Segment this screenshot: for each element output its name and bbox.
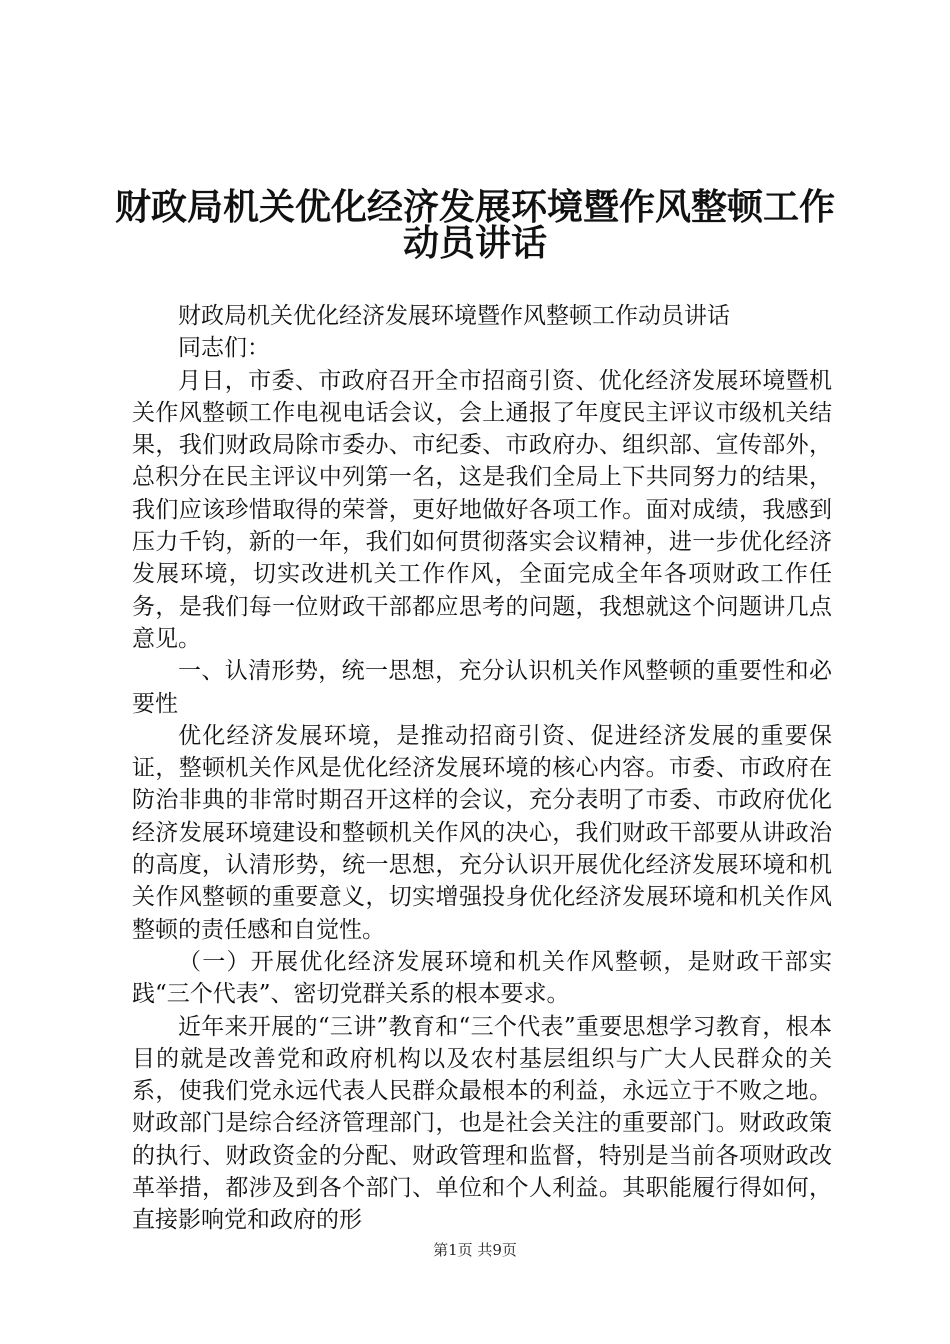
document-title-line-1: 财政局机关优化经济发展环境暨作风整顿工作 — [114, 187, 835, 228]
section-heading: 一、认清形势，统一思想，充分认识机关作风整顿的重要性和必要性 — [132, 658, 832, 717]
page-footer — [0, 1243, 950, 1258]
body-paragraph: 月日，市委、市政府召开全市招商引资、优化经济发展环境暨机关作风整顿工作电视电话会议，会上通报了年度民主评议市级机关结果，我们财政局除市委办、市纪委、市政府办、组织部、宣传部外，总积分在民主评议中列第一名，这是我们全局上下共同努力的结果，我们应该珍惜取得的荣誉，更好地做好各项工作。面对成绩，我感到压力千钧，新的一年，我们如何贯彻落实会议精神，进一步优化经济发展环境，切实改进机关工作作风，全面完成全年各项财政工作任务，是我们每一位财政干部都应思考的问题，我想就这个问题讲几点意见。 — [132, 367, 832, 652]
salutation-paragraph: 同志们： — [178, 335, 270, 362]
document-title-line-2: 动员讲话 — [402, 223, 547, 264]
subtitle-paragraph: 财政局机关优化经济发展环境暨作风整顿工作动员讲话 — [178, 303, 730, 329]
page-number-label: 第1页 共9页 — [433, 1241, 517, 1259]
body-paragraph: 优化经济发展环境，是推动招商引资、促进经济发展的重要保证，整顿机关作风是优化经济发展环境的核心内容。市委、市政府在防治非典的非常时期召开这样的会议，充分表明了市委、市政府优化经济发展环境建设和整顿机关作风的决心，我们财政干部要从讲政治的高度，认清形势，统一思想，充分认识开展优化经济发展环境和机关作风整顿的重要意义，切实增强投身优化经济发展环境和机关作风整顿的责任感和自觉性。 — [132, 722, 832, 943]
body-paragraph: 近年来开展的“三讲”教育和“三个代表”重要思想学习教育，根本目的就是改善党和政府机构以及农村基层组织与广大人民群众的关系，使我们党永远代表人民群众最根本的利益，永远立于不败之地。财政部门是综合经济管理部门，也是社会关注的重要部门。财政政策的执行、财政资金的分配、财政管理和监督，特别是当前各项财政改革举措，都涉及到各个部门、单位和个人利益。其职能履行得如何，直接影响党和政府的形 — [132, 1013, 832, 1234]
document-body — [132, 300, 832, 1237]
subsection-heading: （一）开展优化经济发展环境和机关作风整顿，是财政干部实践“三个代表”、密切党群关系的根本要求。 — [132, 948, 832, 1008]
